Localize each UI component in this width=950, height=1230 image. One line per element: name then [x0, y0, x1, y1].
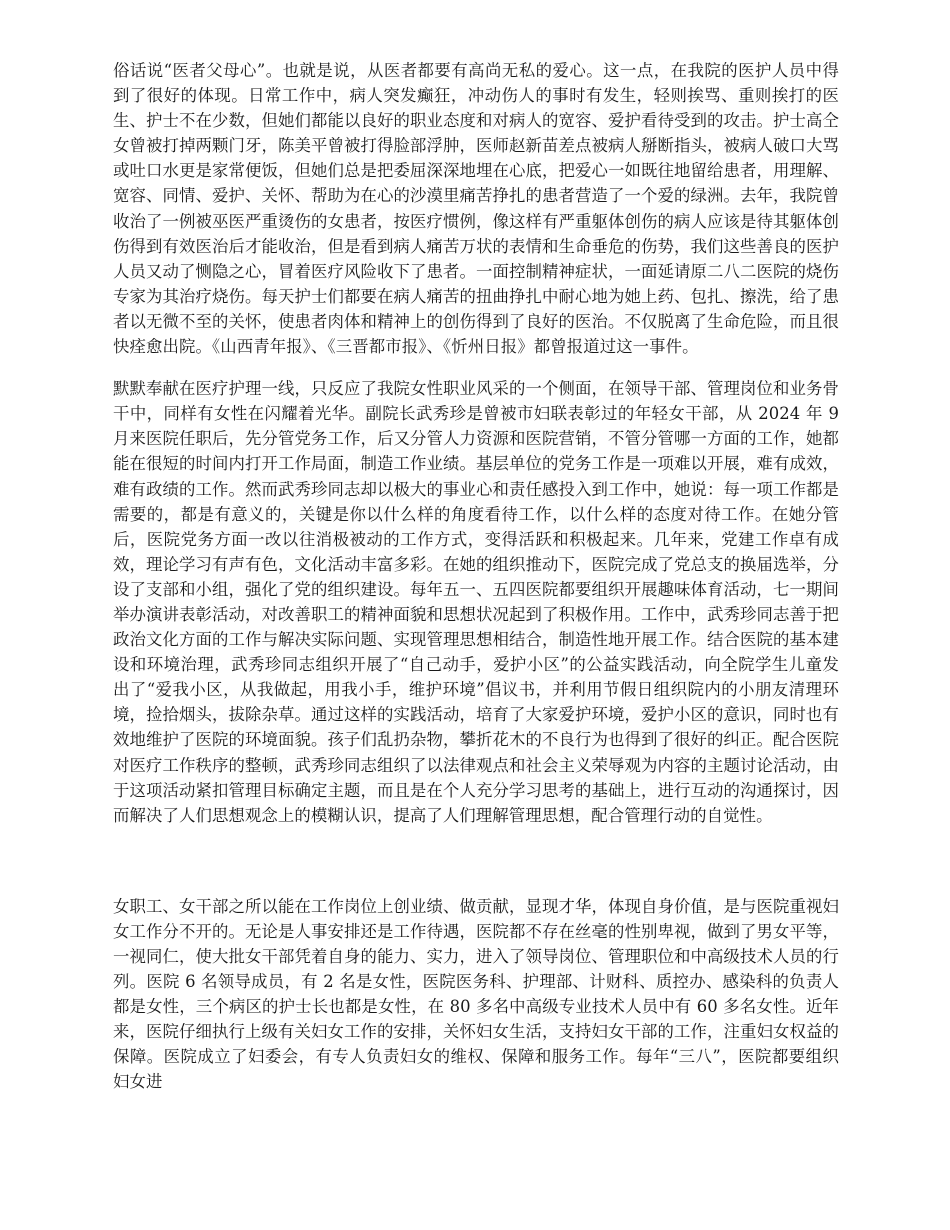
paragraph-female-leaders: 默默奉献在医疗护理一线，只反应了我院女性职业风采的一个侧面，在领导干部、管理岗位和业务骨干中，同样有女性在闪耀着光华。副院长武秀珍是曾被市妇联表彰过的年轻女干部，从 2024 年 9 月来医院任职后，先分管党务工作，后又分管人力资源和医院营销，不管分管哪一方面的工作，她都能在很短的时间内打开工作局面，制造工作业绩。基层单位的党务工作是一项难以开展，难有成效，难有政绩的工作。然而武秀珍同志却以极大的事业心和责任感投入到工作中，她说：每一项工作都是需要的，都是有意义的，关键是你以什么样的角度看待工作，以什么样的态度对待工作。在她分管后，医院党务方面一改以往消极被动的工作方式，变得活跃和积极起来。几年来，党建工作卓有成效，理论学习有声有色，文化活动丰富多彩。在她的组织推动下，医院完成了党总支的换届选举，分设了支部和小组，强化了党的组织建设。每年五一、五四医院都要组织开展趣味体育活动，七一期间举办演讲表彰活动，对改善职工的精神面貌和思想状况起到了积极作用。工作中，武秀珍同志善于把政治文化方面的工作与解决实际问题、实现管理思想相结合，制造性地开展工作。结合医院的基本建设和环境治理，武秀珍同志组织开展了“自己动手，爱护小区”的公益实践活动，向全院学生儿童发出了“爱我小区，从我做起，用我小手，维护环境”倡议书，并利用节假日组织院内的小朋友清理环境，捡拾烟头，拔除杂草。通过这样的实践活动，培育了大家爱护环境，爱护小区的意识，同时也有效地维护了医院的环境面貌。孩子们乱扔杂物，攀折花木的不良行为也得到了很好的纠正。配合医院对医疗工作秩序的整顿，武秀珍同志组织了以法律观点和社会主义荣辱观为内容的主题讨论活动，由于这项活动紧扣管理目标确定主题，而且是在个人充分学习思考的基础上，进行互动的沟通探讨，因而解决了人们思想观念上的模糊认识，提高了人们理解管理思想，配合管理行动的自觉性。	[113, 379, 839, 825]
document-page	[113, 58, 839, 1095]
paragraph-women-work: 女职工、女干部之所以能在工作岗位上创业绩、做贡献，显现才华，体现自身价值，是与医院重视妇女工作分不开的。无论是人事安排还是工作待遇，医院都不存在丝毫的性别卑视，做到了男女平等，一视同仁，使大批女干部凭着自身的能力、实力，进入了领导岗位、管理职位和中高级技术人员的行列。医院 6 名领导成员，有 2 名是女性，医院医务科、护理部、计财科、质控办、感染科的负责人都是女性，三个病区的护士长也都是女性，在 80 多名中高级专业技术人员中有 60 多名女性。近年来，医院仔细执行上级有关妇女工作的安排，关怀妇女生活，支持妇女干部的工作，注重妇女权益的保障。医院成立了妇委会，有专人负责妇女的维权、保障和服务工作。每年“三八”，医院都要组织妇女进	[113, 896, 839, 1092]
paragraph-doctors-care: 俗话说“医者父母心”。也就是说，从医者都要有高尚无私的爱心。这一点，在我院的医护人员中得到了很好的体现。日常工作中，病人突发癫狂，冲动伤人的事时有发生，轻则挨骂、重则挨打的医生、护士不在少数，但她们都能以良好的职业态度和对病人的宽容、爱护看待受到的攻击。护士高仝女曾被打掉两颗门牙，陈美平曾被打得脸部浮肿，医师赵新苗差点被病人掰断指头，被病人破口大骂或吐口水更是家常便饭，但她们总是把委屈深深地埋在心底，把爱心一如既往地留给患者，用理解、宽容、同情、爱护、关怀、帮助为在心的沙漠里痛苦挣扎的患者营造了一个爱的绿洲。去年，我院曾收治了一例被巫医严重烫伤的女患者，按医疗惯例，像这样有严重躯体创伤的病人应该是待其躯体创伤得到有效医治后才能收治，但是看到病人痛苦万状的表情和生命垂危的伤势，我们这些善良的医护人员又动了恻隐之心，冒着医疗风险收下了患者。一面控制精神症状，一面延请原二八二医院的烧伤专家为其治疗烧伤。每天护士们都要在病人痛苦的扭曲挣扎中耐心地为她上药、包扎、擦洗，给了患者以无微不至的关怀，使患者肉体和精神上的创伤得到了良好的医治。不仅脱离了生命危险，而且很快痊愈出院。《山西青年报》、《三晋都市报》、《忻州日报》都曾报道过这一事件。	[113, 61, 839, 357]
